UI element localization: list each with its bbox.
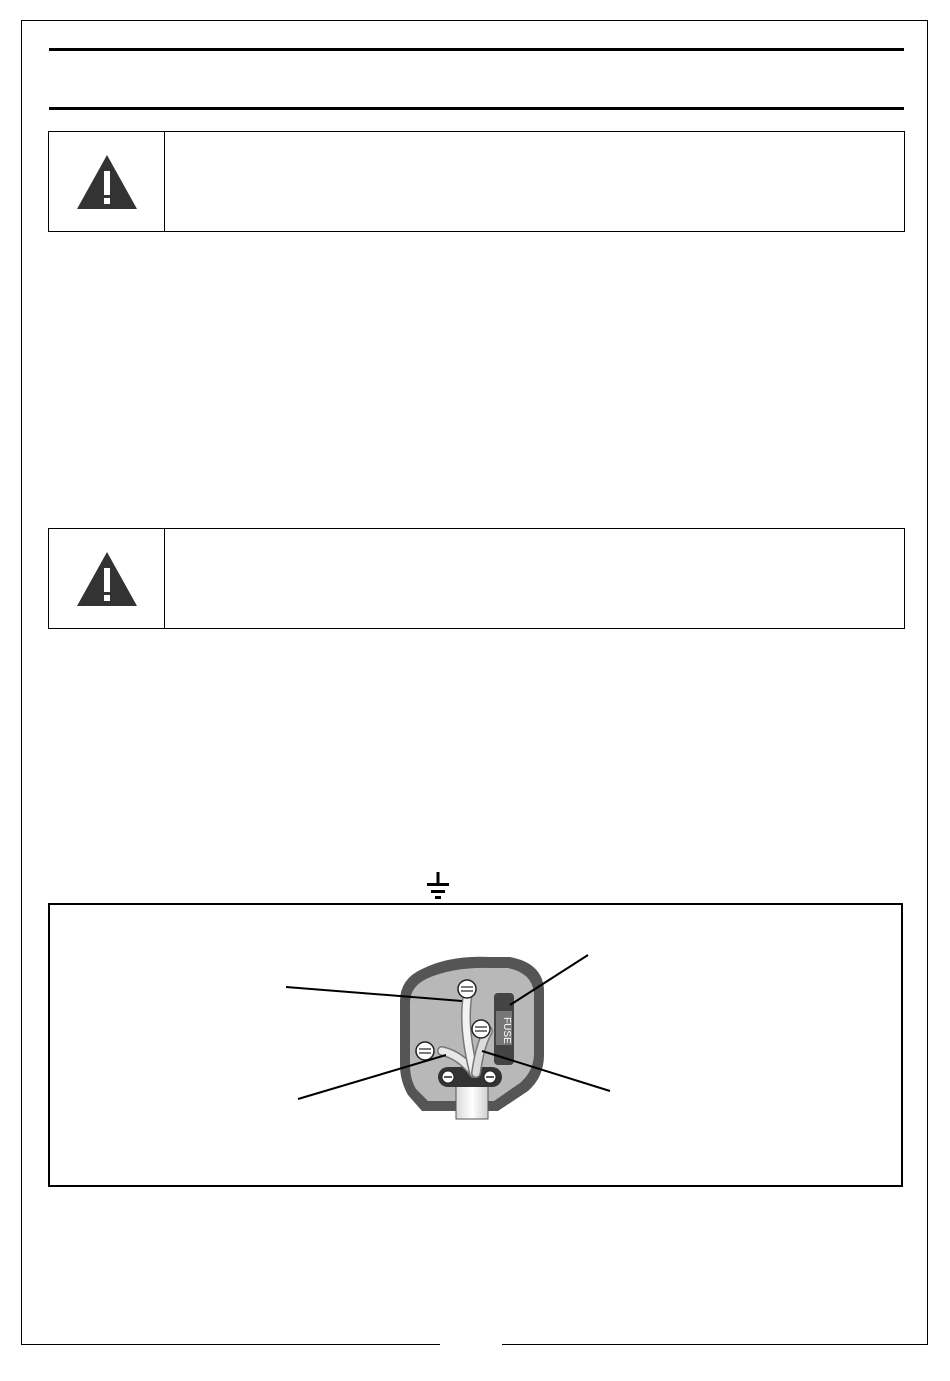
warning-triangle-icon xyxy=(75,550,139,608)
page-number-gap xyxy=(440,1341,502,1349)
earth-terminal-screw xyxy=(458,980,476,998)
header-rule-top xyxy=(49,48,904,51)
plug-illustration xyxy=(50,905,901,1185)
warning-icon-cell xyxy=(49,132,165,231)
earth-ground-icon xyxy=(424,870,452,904)
warning-text-area xyxy=(165,132,904,231)
header-rule-bottom xyxy=(49,107,904,110)
fuse-label: FUSE xyxy=(501,1017,512,1044)
warning-box-1 xyxy=(48,131,905,232)
warning-triangle-icon xyxy=(75,153,139,211)
plug-wiring-diagram xyxy=(48,903,903,1187)
warning-icon-cell xyxy=(49,529,165,628)
warning-box-2 xyxy=(48,528,905,629)
live-terminal-screw xyxy=(472,1020,490,1038)
warning-text-area xyxy=(165,529,904,628)
neutral-terminal-screw xyxy=(416,1042,434,1060)
